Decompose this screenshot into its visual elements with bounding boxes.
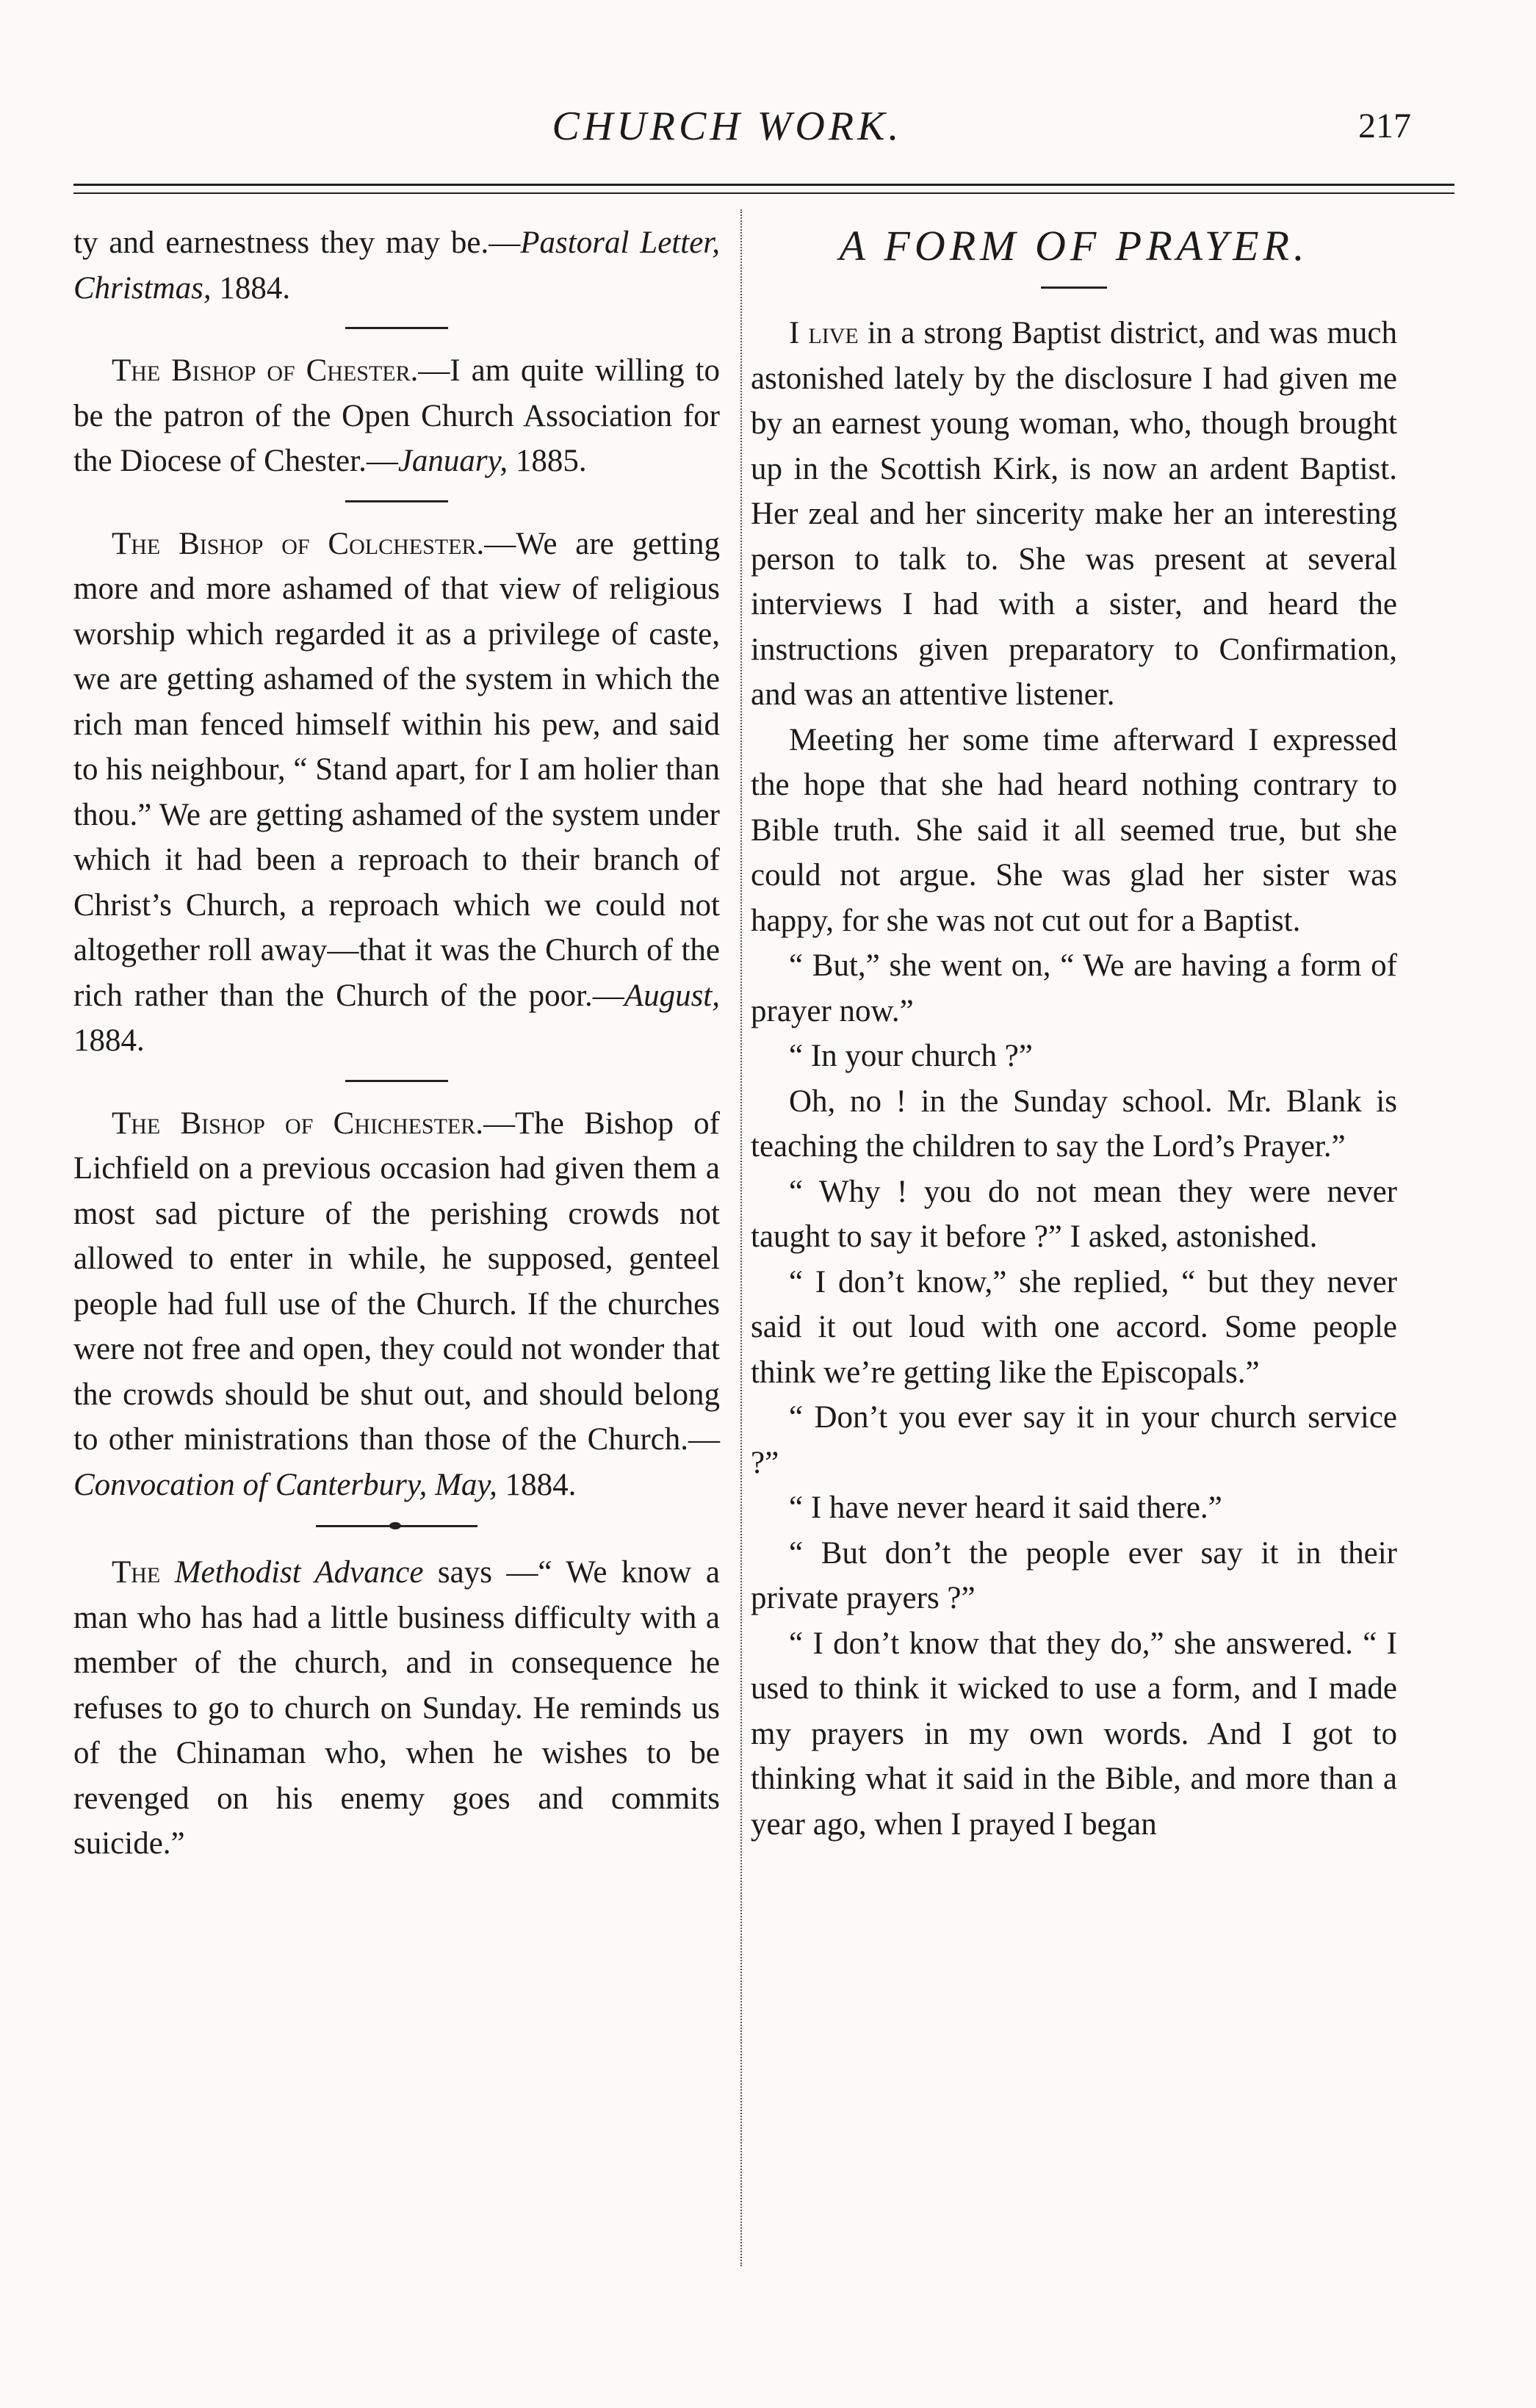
citation-year: 1884.	[73, 1023, 145, 1058]
section-separator	[345, 1080, 448, 1082]
paragraph-bishop-chichester	[73, 1101, 720, 1508]
citation: Pastoral Letter, Christmas,	[73, 226, 720, 306]
citation: January,	[397, 444, 508, 478]
paragraph-lead: The Bishop of Colchester.	[112, 526, 485, 561]
paragraph-text: says —“ We know a man who has had a little business difficulty with a member of the church, and in consequence he refuses to go to church on Sunday. He reminds us of the Chinaman who, when he wishes to be revenged on his enemy goes and commits suicide.”	[73, 1555, 721, 1861]
paragraph: “ Why ! you do not mean they were never taught to say it before ?” I asked, astonished.	[751, 1174, 1397, 1254]
page-number: 217	[1358, 107, 1411, 145]
ornament-separator	[316, 1522, 477, 1529]
page-header	[0, 103, 1536, 162]
article-title: A FORM OF PRAYER.	[839, 222, 1309, 270]
paragraph-lead: The	[112, 1555, 161, 1590]
paragraph-text: in a strong Baptist district, and was much astonished lately by the disclosure I had given me by an earnest young woman, who, though brought up in the Scottish Kirk, is now an ardent Baptist. Her zeal and her sincerity make her an interesting person to talk to. She was present at several interviews I had with a sister, and heard the instructions given preparatory to Confirmation, and was an attentive listener.	[751, 316, 1397, 712]
paragraph: Meeting her some time afterward I expressed the hope that she had heard nothing contrary to Bible truth. She said it all seemed true, but she could not argue. She was glad her sister was happy, for she was not cut out for a Baptist.	[751, 722, 1397, 938]
paragraph-methodist-advance	[73, 1550, 720, 1867]
paragraph-text: —I am quite willing to be the patron of the Open Church Association for the Diocese of Chester.—	[73, 353, 720, 478]
header-rule	[73, 184, 1454, 186]
paragraph-lead: I live	[789, 316, 859, 350]
paragraph-lead: The Bishop of Chester.	[112, 353, 419, 388]
paragraph: “ But don’t the people ever say it in their private prayers ?”	[751, 1535, 1397, 1615]
running-title: CHURCH WORK.	[552, 104, 903, 149]
paragraph	[751, 311, 1397, 718]
paragraph-bishop-colchester	[73, 522, 720, 1064]
paragraph-text: ty and earnestness they may be.—	[73, 226, 521, 260]
paragraph-lead: The Bishop of Chichester.	[112, 1106, 484, 1141]
paragraph: “ I don’t know that they do,” she answered. “ I used to think it wicked to use a form, and I made my prayers in my own words. And I got to thinking what it said in the Bible, and more than a year ago, when I prayed I began	[751, 1626, 1397, 1842]
source-title: Methodist Advance	[174, 1555, 424, 1590]
paragraph-bishop-chester	[73, 348, 720, 484]
paragraph: Oh, no ! in the Sunday school. Mr. Blank is teaching the children to say the Lord’s Prayer.”	[751, 1084, 1397, 1164]
paragraph-text: —The Bishop of Lichfield on a previous occasion had given them a most sad picture of the perishing crowds not allowed to enter in while, he supposed, genteel people had full use of the Church. If the churches were not free and open, they could not wonder that the crowds should be shut out, and should belong to other ministrations than those of the Church.—	[73, 1106, 720, 1457]
paragraph: “ I don’t know,” she replied, “ but they never said it out loud with one accord. Some people think we’re getting like the Episcopals.”	[751, 1264, 1397, 1390]
citation: Convocation of Canterbury, May,	[73, 1467, 497, 1502]
section-separator	[345, 327, 448, 329]
citation-year: 1885.	[515, 444, 587, 478]
left-column	[73, 220, 720, 1867]
section-separator	[345, 500, 448, 502]
paragraph-continuation	[73, 220, 720, 311]
paragraph-text: —We are getting more and more ashamed of that view of religious worship which regarded it as a privilege of caste, we are getting ashamed of the system in which the rich man fenced himself within his pew, and said to his neighbour, “ Stand apart, for I am holier than thou.” We are getting ashamed of the system under which it had been a reproach to their branch of Christ’s Church, a reproach which we could not altogether roll away—that it was the Church of the rich rather than the Church of the poor.—	[73, 526, 720, 1013]
citation-year: 1884.	[505, 1467, 577, 1502]
title-rule	[1041, 286, 1107, 289]
right-column	[751, 220, 1397, 1847]
citation-year: 1884.	[219, 270, 291, 306]
paragraph: “ Don’t you ever say it in your church service ?”	[751, 1400, 1397, 1480]
paragraph: “ In your church ?”	[789, 1039, 1033, 1073]
header-rule-thin	[73, 192, 1454, 194]
paragraph: “ But,” she went on, “ We are having a form of prayer now.”	[751, 948, 1397, 1028]
column-divider	[740, 209, 742, 2266]
citation: August,	[624, 978, 720, 1013]
paragraph: “ I have never heard it said there.”	[789, 1490, 1222, 1525]
